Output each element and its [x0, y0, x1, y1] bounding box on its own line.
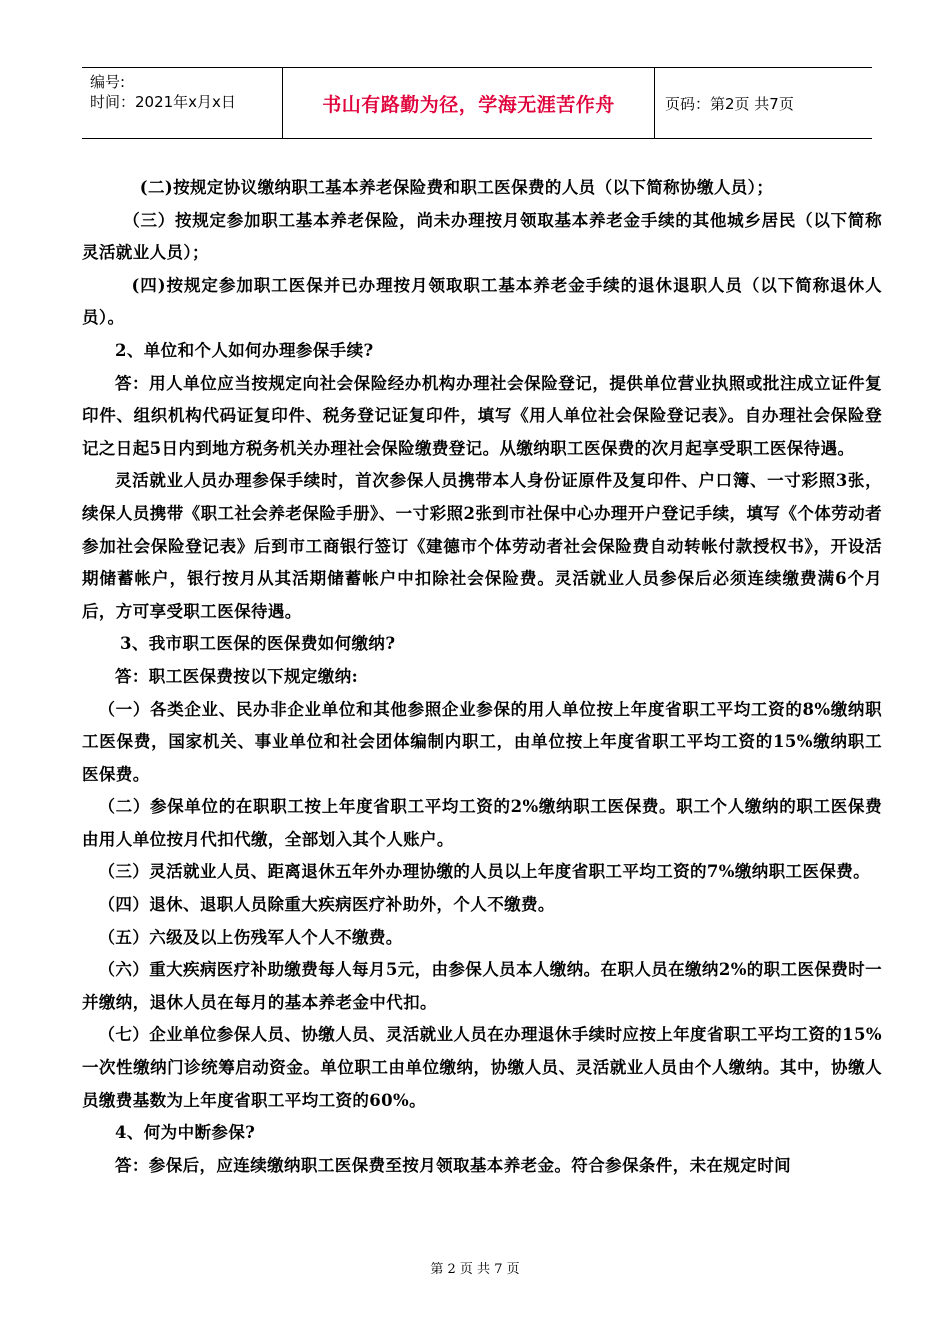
paragraph: （四）退休、退职人员除重大疾病医疗补助外，个人不缴费。: [98, 895, 555, 915]
paragraph: 答：参保后，应连续缴纳职工医保费至按月领取基本养老金。符合参保条件，未在规定时间: [115, 1155, 791, 1175]
page-footer: [0, 1258, 950, 1277]
header-motto: 书山有路勤为径，学海无涯苦作舟: [322, 93, 615, 116]
paragraph: 答：职工医保费按以下规定缴纳:: [115, 666, 359, 686]
header-page-info: 页码：第2页 共7页: [665, 94, 794, 113]
paragraph: 灵活就业人员办理参保手续时，首次参保人员携带本人身份证原件及复印件、户口簿、一寸彩照3张，续保人员携带《职工社会养老保险手册》、一寸彩照2张到市社保中心办理开户登记手续，填写《个体劳动者参加社会保险登记表》后到市工商银行签订《建德市个体劳动者社会保险费自动转帐付款授权书》，开设活期储蓄帐户，银行按月从其活期储蓄帐户中扣除社会保险费。灵活就业人员参保后必须连续缴费满6个月后，方可享受职工医保待遇。: [82, 471, 882, 621]
footer-page-number: 第 2 页 共 7 页: [430, 1262, 520, 1277]
question-heading: 2、单位和个人如何办理参保手续?: [115, 340, 374, 360]
paragraph: （一）各类企业、民办非企业单位和其他参照企业参保的用人单位按上年度省职工平均工资的8%缴纳职工医保费，国家机关、事业单位和社会团体编制内职工，由单位按上年度省职工平均工资的15%缴纳职工医保费。: [82, 699, 882, 784]
paragraph: (二)按规定协议缴纳职工基本养老保险费和职工医保费的人员（以下简称协缴人员）；: [139, 178, 774, 197]
paragraph: （六）重大疾病医疗补助缴费每人每月5元，由参保人员本人缴纳。在职人员在缴纳2%的职工医保费时一并缴纳，退休人员在每月的基本养老金中代扣。: [82, 960, 882, 1012]
document-number-label: 编号:: [90, 73, 126, 91]
paragraph: （五）六级及以上伤残军人个人不缴费。: [98, 927, 403, 947]
paragraph: （二）参保单位的在职职工按上年度省职工平均工资的2%缴纳职工医保费。职工个人缴纳的职工医保费由用人单位按月代扣代缴，全部划入其个人账户。: [82, 797, 882, 849]
paragraph: （三）灵活就业人员、距离退休五年外办理协缴的人员以上年度省职工平均工资的7%缴纳职工医保费。: [98, 862, 871, 882]
question-heading: 3、我市职工医保的医保费如何缴纳?: [119, 634, 396, 654]
paragraph: （七）企业单位参保人员、协缴人员、灵活就业人员在办理退休手续时应按上年度省职工平均工资的15%一次性缴纳门诊统筹启动资金。单位职工由单位缴纳，协缴人员、灵活就业人员由个人缴纳。其中，协缴人员缴费基数为上年度省职工平均工资的60%。: [82, 1025, 882, 1110]
paragraph: (四)按规定参加职工医保并已办理按月领取职工基本养老金手续的退休退职人员（以下简称退休人员）。: [82, 275, 882, 328]
document-body: [82, 172, 882, 1182]
header-page-cell: [655, 68, 872, 138]
header-motto-cell: [282, 68, 655, 138]
header-meta: [82, 68, 282, 138]
document-date: 时间：2021年x月x日: [90, 93, 236, 111]
paragraph: 答：用人单位应当按规定向社会保险经办机构办理社会保险登记，提供单位营业执照或批注成立证件复印件、组织机构代码证复印件、税务登记证复印件，填写《用人单位社会保险登记表》。自办理社会保险登记之日起5日内到地方税务机关办理社会保险缴费登记。从缴纳职工医保费的次月起享受职工医保待遇。: [82, 373, 882, 458]
paragraph: （三）按规定参加职工基本养老保险，尚未办理按月领取基本养老金手续的其他城乡居民（以下简称灵活就业人员）；: [82, 210, 882, 263]
page-header: [82, 67, 872, 139]
question-heading: 4、何为中断参保?: [115, 1123, 256, 1143]
